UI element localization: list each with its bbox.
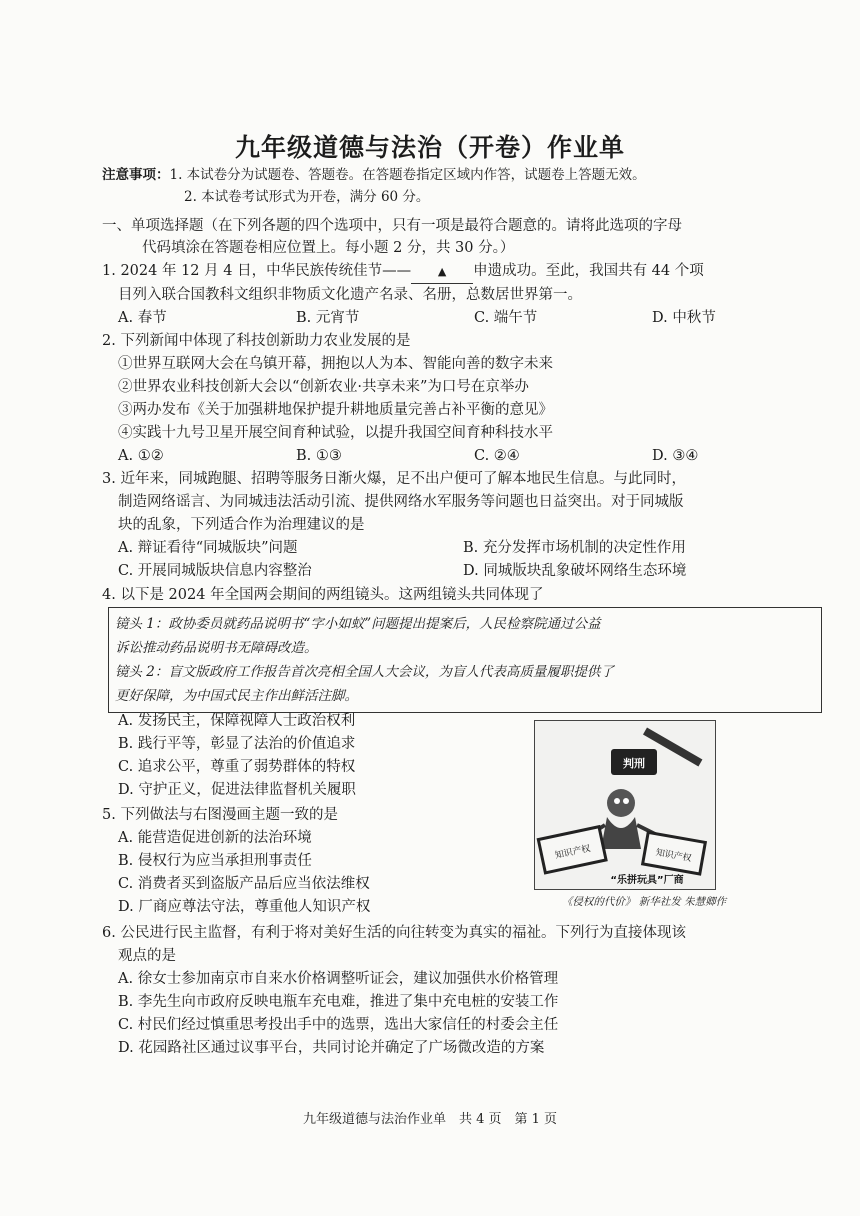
q6-option-c: C. 村民们经过慎重思考投出手中的选票，选出大家信任的村委会主任 [118,1017,559,1033]
q4-option-a: A. 发扬民主，保障视障人士政治权利 [118,713,356,729]
q1-pre: 1. 2024 年 12 月 4 日，中华民族传统佳节—— [102,263,412,279]
q4-options [102,710,832,802]
q2-item-2: ②世界农业科技创新大会以“创新农业·共享未来”为口号在京举办 [118,379,529,395]
question-1 [102,260,832,330]
cartoon-caption: 《侵权的代价》 新华社发 朱慧卿作 [561,896,727,908]
figure-head [607,789,635,817]
q1-option-a: A. 春节 [118,310,167,326]
question-3 [102,468,832,583]
box-left-text: 知识产权 [554,844,592,862]
q4-option-c: C. 追求公平，尊重了弱势群体的特权 [118,759,356,775]
q2-stem: 2. 下列新闻中体现了科技创新助力农业发展的是 [102,333,411,349]
figure-eye-right [623,798,629,804]
q1-option-c: C. 端午节 [474,310,538,326]
q4-stem: 4. 以下是 2024 年全国两会期间的两组镜头。这两组镜头共同体现了 [102,587,544,603]
q3-line3: 块的乱象，下列适合作为治理建议的是 [118,517,365,533]
q5-option-b: B. 侵权行为应当承担刑事责任 [118,853,312,869]
q6-line1: 6. 公民进行民主监督，有利于将对美好生活的向往转变为真实的福祉。下列行为直接体现该 [102,925,686,941]
q1-option-d: D. 中秋节 [652,310,716,326]
q3-line1: 3. 近年来，同城跑腿、招聘等服务日渐火爆，足不出户便可了解本地民生信息。与此同时， [102,471,686,487]
question-2 [102,330,832,468]
q1-post: 申遗成功。至此，我国共有 44 个项 [473,263,704,279]
q2-option-c: C. ②④ [474,448,520,464]
q3-option-b: B. 充分发挥市场机制的决定性作用 [463,540,686,556]
q5-option-d: D. 厂商应尊法守法，尊重他人知识产权 [118,899,371,915]
q4-option-b: B. 践行平等，彰显了法治的价值追求 [118,736,356,752]
section-line2: 代码填涂在答题卷相应位置上。每小题 2 分，共 30 分。） [142,240,515,256]
box-right [643,832,706,874]
q4-scene2-line2: 更好保障，为中国式民主作出鲜活注脚。 [115,688,358,704]
q2-options [102,445,832,468]
q3-line2: 制造网络谣言、为同城违法活动引流、提供网络水军服务等问题也日益突出。对于同城版 [118,494,684,510]
q5-option-a: A. 能营造促进创新的法治环境 [118,830,312,846]
question-6 [102,922,832,1060]
cartoon-drawing [535,721,715,889]
figure-body [601,817,641,849]
gavel-text: 判刑 [623,757,645,770]
q1-line2: 目列入联合国教科文组织非物质文化遗产名录、名册，总数居世界第一。 [118,287,582,303]
q3-option-a: A. 辩证看待“同城版块”问题 [118,540,298,556]
q5-stem: 5. 下列做法与右图漫画主题一致的是 [102,807,338,823]
box-left [538,827,606,873]
q3-options-row2 [102,560,832,583]
q1-blank: ▲ [411,260,473,284]
q4-scene1-line2: 诉讼推动药品说明书无障碍改造。 [115,640,318,656]
q6-option-b: B. 李先生向市政府反映电瓶车充电难，推进了集中充电桩的安装工作 [118,994,559,1010]
q1-option-b: B. 元宵节 [296,310,360,326]
section-line1: 一、单项选择题（在下列各题的四个选项中，只有一项是最符合题意的。请将此选项的字母 [102,218,682,234]
q2-item-3: ③两办发布《关于加强耕地保护提升耕地质量完善占补平衡的意见》 [118,402,553,418]
cartoon-illustration [534,720,716,890]
notes-label: 注意事项： [102,167,170,183]
cartoon-label: “乐拼玩具”厂商 [610,875,684,886]
section-heading [102,215,832,259]
q6-option-d: D. 花园路社区通过议事平台，共同讨论并确定了广场微改造的方案 [118,1040,545,1056]
q4-option-d: D. 守护正义，促进法律监督机关履职 [118,782,356,798]
q6-option-a: A. 徐女士参加南京市自来水价格调整听证会，建议加强供水价格管理 [118,971,559,987]
q3-options-row1 [102,537,832,560]
notes-line1: 1. 本试卷分为试题卷、答题卷。在答题卷指定区域内作答，试题卷上答题无效。 [169,167,646,183]
question-4 [102,584,832,607]
notes [102,164,802,208]
q3-option-c: C. 开展同城版块信息内容整治 [118,563,312,579]
q6-line2: 观点的是 [118,948,176,964]
q5-option-c: C. 消费者买到盗版产品后应当依法维权 [118,876,370,892]
q4-scene-box [108,607,822,713]
notes-line2: 2. 本试卷考试形式为开卷，满分 60 分。 [184,189,430,205]
box-right-text: 知识产权 [654,848,693,865]
q2-item-1: ①世界互联网大会在乌镇开幕，拥抱以人为本、智能向善的数字未来 [118,356,553,372]
page-title: 九年级道德与法治（开卷）作业单 [234,133,625,162]
q2-option-b: B. ①③ [296,448,342,464]
q4-scene2-line1: 镜头 2：盲文版政府工作报告首次亮相全国人大会议，为盲人代表高质量履职提供了 [115,664,614,680]
figure-eye-left [614,798,620,804]
q2-option-d: D. ③④ [652,448,699,464]
q4-scene1-line1: 镜头 1：政协委员就药品说明书“字小如蚁”问题提出提案后，人民检察院通过公益 [115,616,601,632]
q2-item-4: ④实践十九号卫星开展空间育种试验，以提升我国空间育种科技水平 [118,425,553,441]
page-footer: 九年级道德与法治作业单 共 4 页 第 1 页 [302,1112,558,1127]
q2-option-a: A. ①② [118,448,164,464]
q3-option-d: D. 同城版块乱象破坏网络生态环境 [463,563,687,579]
q1-options [102,307,832,330]
